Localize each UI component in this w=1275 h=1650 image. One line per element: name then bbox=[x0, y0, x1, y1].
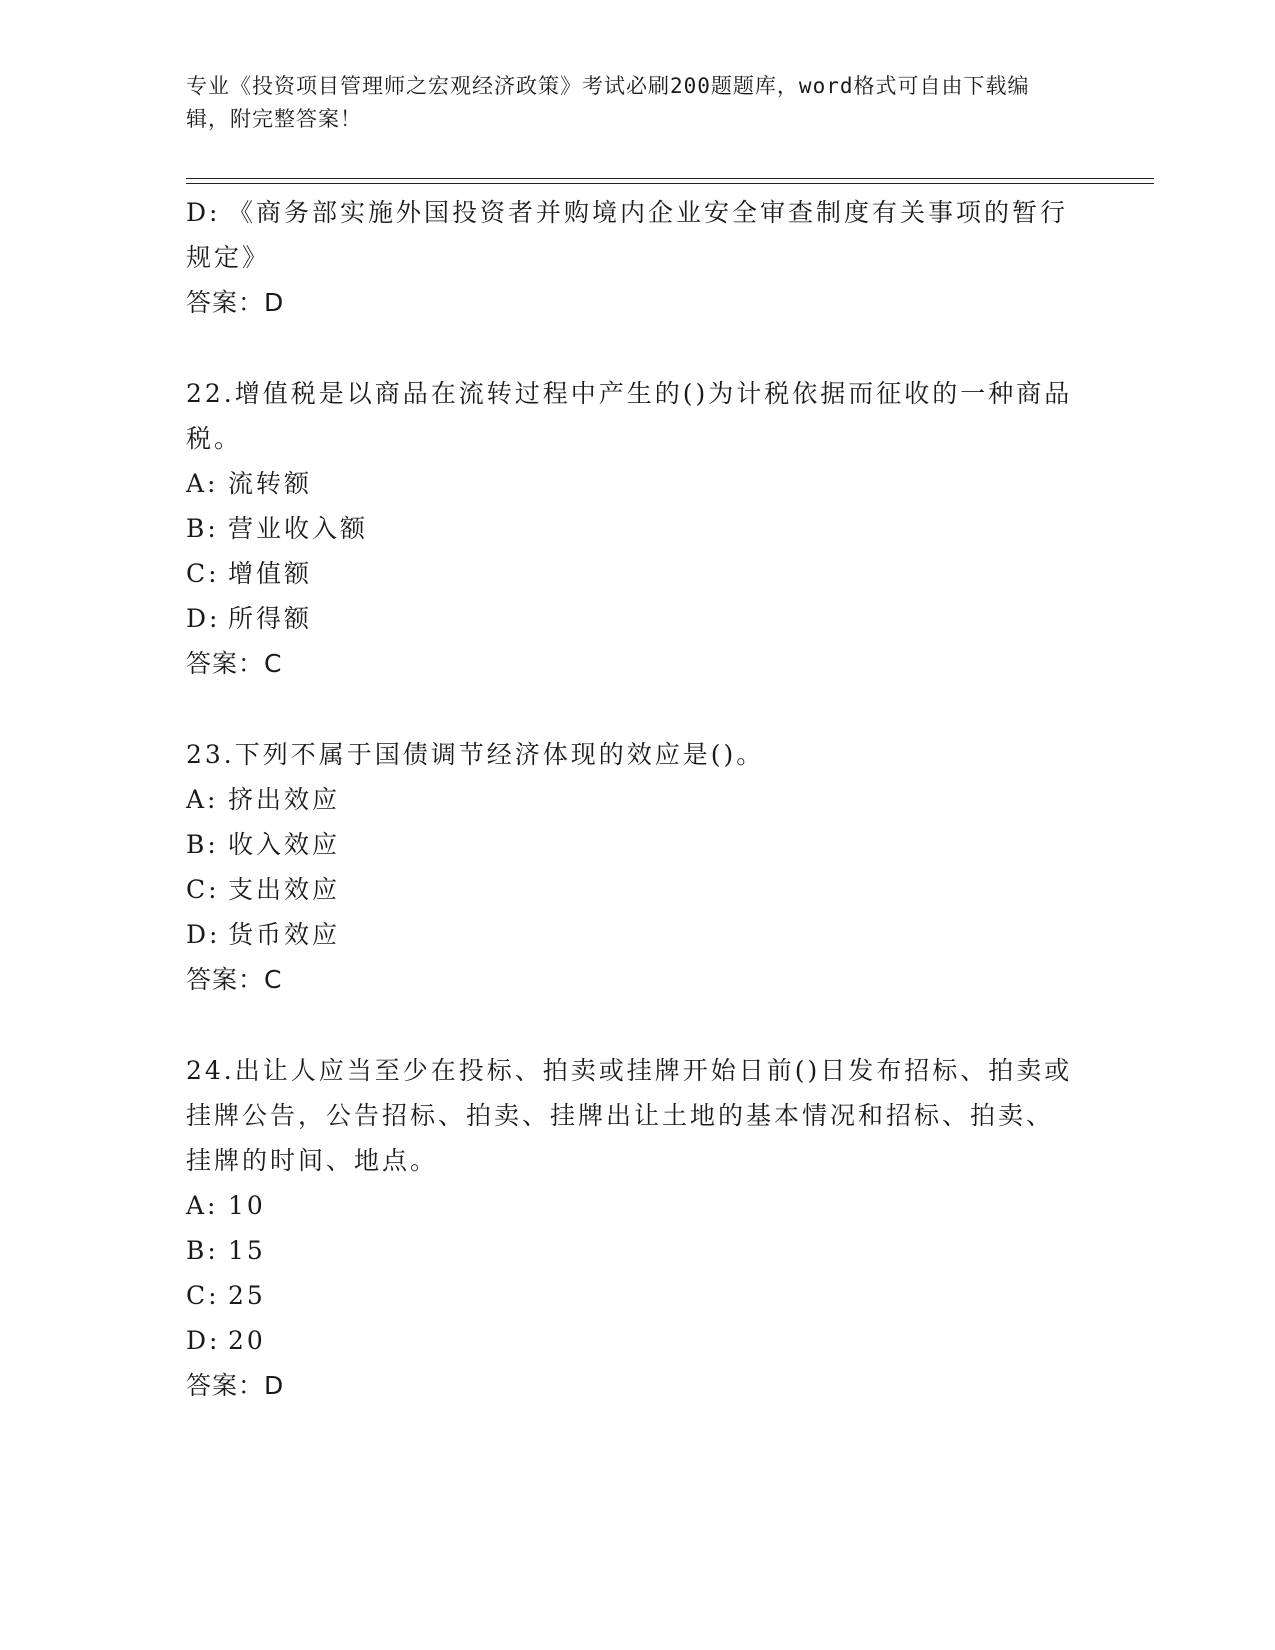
option-c bbox=[186, 551, 1076, 596]
option-a bbox=[186, 1183, 1076, 1228]
option-a bbox=[186, 461, 1076, 506]
question-23 bbox=[186, 732, 1076, 1002]
option-d bbox=[186, 596, 1076, 641]
question-stem: 24.出让人应当至少在投标、拍卖或挂牌开始日前()日发布招标、拍卖或挂牌公告，公告招标、拍卖、挂牌出让土地的基本情况和招标、拍卖、挂牌的时间、地点。 bbox=[186, 1056, 1073, 1175]
option-text: 所得额 bbox=[228, 604, 313, 633]
option-key: D: bbox=[186, 1326, 221, 1355]
header-divider-bottom bbox=[186, 183, 1154, 184]
answer-line: 答案：C bbox=[186, 965, 283, 994]
option-key: A: bbox=[186, 785, 219, 814]
option-key: A: bbox=[186, 469, 219, 498]
option-text: 营业收入额 bbox=[228, 514, 369, 543]
option-text: 流转额 bbox=[228, 469, 313, 498]
option-d bbox=[186, 912, 1076, 957]
option-key: C: bbox=[186, 1281, 220, 1310]
question-22 bbox=[186, 371, 1076, 686]
question-stem: 23.下列不属于国债调节经济体现的效应是()。 bbox=[186, 740, 765, 769]
option-c bbox=[186, 1273, 1076, 1318]
option-text: 支出效应 bbox=[228, 875, 341, 904]
option-b bbox=[186, 822, 1076, 867]
answer-line: 答案：C bbox=[186, 649, 283, 678]
option-text: 《商务部实施外国投资者并购境内企业安全审查制度有关事项的暂行规定》 bbox=[186, 198, 1069, 272]
document-header: 专业《投资项目管理师之宏观经济政策》考试必刷200题题库，word格式可自由下载编辑，附完整答案！ bbox=[186, 74, 1030, 131]
option-text: 挤出效应 bbox=[228, 785, 341, 814]
option-d bbox=[186, 190, 1076, 280]
answer-line: 答案：D bbox=[186, 1371, 285, 1400]
option-key: B: bbox=[186, 830, 219, 859]
option-key: B: bbox=[186, 1236, 219, 1265]
header-divider-top bbox=[186, 178, 1154, 179]
option-text: 收入效应 bbox=[228, 830, 341, 859]
answer-line: 答案：D bbox=[186, 288, 285, 317]
option-text: 15 bbox=[228, 1236, 266, 1265]
option-key: B: bbox=[186, 514, 219, 543]
option-text: 增值额 bbox=[228, 559, 313, 588]
option-key: D: bbox=[186, 920, 221, 949]
option-text: 10 bbox=[228, 1191, 266, 1220]
option-key: A: bbox=[186, 1191, 219, 1220]
option-b bbox=[186, 1228, 1076, 1273]
question-stem: 22.增值税是以商品在流转过程中产生的()为计税依据而征收的一种商品税。 bbox=[186, 379, 1073, 453]
option-key: C: bbox=[186, 559, 220, 588]
option-key: D: bbox=[186, 198, 221, 227]
option-a bbox=[186, 777, 1076, 822]
option-text: 货币效应 bbox=[228, 920, 341, 949]
option-d bbox=[186, 1318, 1076, 1363]
option-text: 25 bbox=[228, 1281, 266, 1310]
option-c bbox=[186, 867, 1076, 912]
option-text: 20 bbox=[228, 1326, 266, 1355]
option-key: D: bbox=[186, 604, 221, 633]
question-list bbox=[186, 190, 1076, 1408]
question-24 bbox=[186, 1048, 1076, 1408]
option-key: C: bbox=[186, 875, 220, 904]
carryover-block bbox=[186, 190, 1076, 325]
option-b bbox=[186, 506, 1076, 551]
